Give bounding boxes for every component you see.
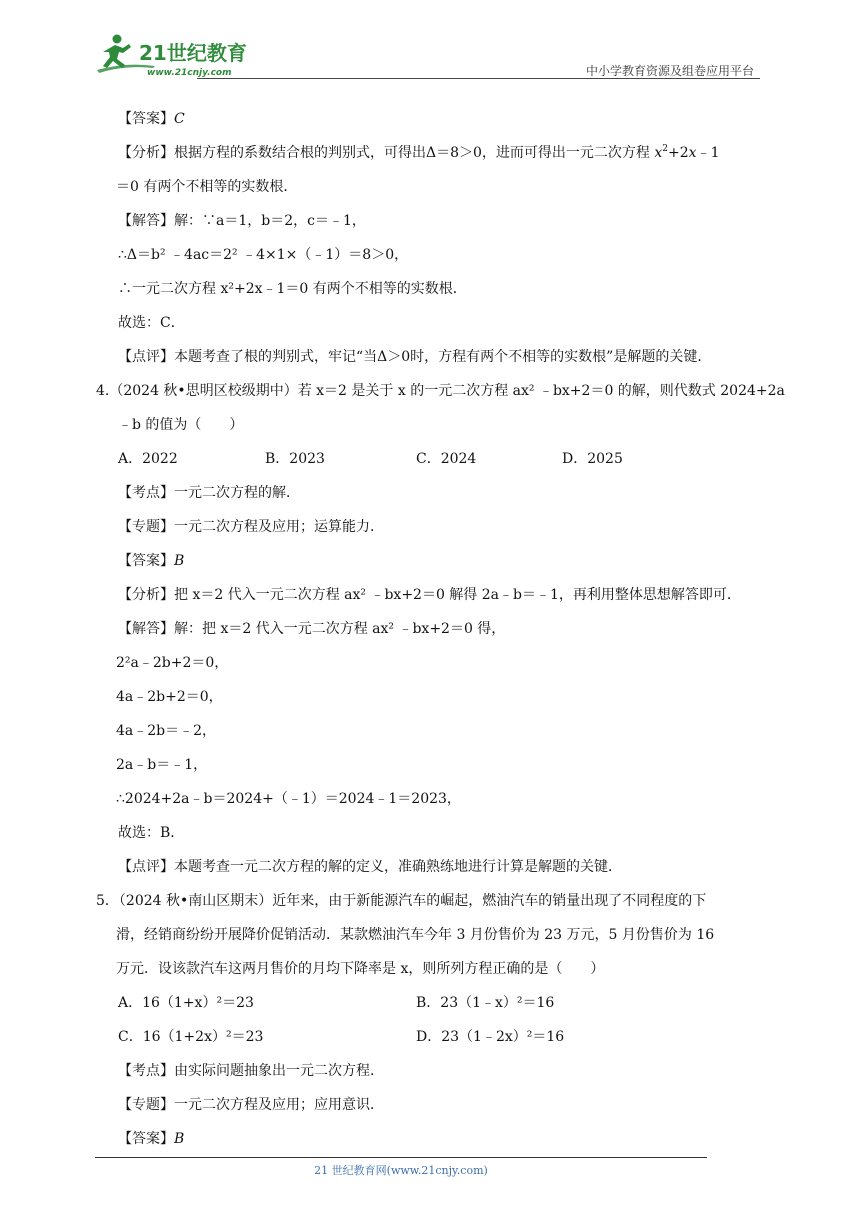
q4-solution-line: 故选：B．: [118, 825, 185, 841]
q5-option-b: B．23（1﹣x）²＝16: [416, 995, 555, 1011]
q4-option-c: C．2024: [416, 451, 477, 467]
q3-solution-line: ∴Δ＝b² ﹣4ac＝2² ﹣4×1×（﹣1）＝8＞0，: [118, 247, 409, 263]
q3-solution: 【解答】解：∵a＝1，b＝2，c＝﹣1，: [118, 213, 366, 229]
q5-zhuanti: 【专题】一元二次方程及应用；应用意识．: [118, 1097, 384, 1113]
header-slogan: 中小学教育资源及组卷应用平台: [585, 64, 754, 78]
q3-comment: 【点评】本题考查了根的判别式，牢记“当Δ＞0时，方程有两个不相等的实数根”是解题的关键．: [118, 349, 712, 365]
q5-option-c: C．16（1+2x）²＝23: [118, 1029, 264, 1045]
q4-solution: 【解答】解：把 x＝2 代入一元二次方程 ax² ﹣bx+2＝0 得，: [118, 621, 506, 637]
footer-site-link[interactable]: 21 世纪教育网(www.21cnjy.com): [314, 1164, 488, 1177]
q4-options: [118, 442, 766, 476]
header-divider: [197, 78, 760, 79]
q3-answer: 【答案】C: [118, 111, 185, 127]
q4-zhuanti: 【专题】一元二次方程及应用；运算能力．: [118, 519, 384, 535]
q4-stem: 4.（2024 秋•思明区校级期中）若 x＝2 是关于 x 的一元二次方程 ax² ﹣bx+2＝0 的解，则代数式 2024+2a: [96, 383, 785, 399]
q4-option-d: D．2025: [562, 451, 623, 467]
q5-options-row2: [118, 1020, 766, 1054]
q4-analysis: 【分析】把 x＝2 代入一元二次方程 ax² ﹣bx+2＝0 解得 2a﹣b＝﹣1，再利用整体思想解答即可．: [118, 587, 741, 603]
q5-option-a: A．16（1+x）²＝23: [118, 995, 254, 1011]
q4-solution-line: ∴2024+2a﹣b＝2024+（﹣1）＝2024﹣1＝2023，: [116, 791, 461, 807]
q4-option-b: B．2023: [265, 451, 325, 467]
q5-answer: 【答案】B: [118, 1131, 185, 1147]
q4-answer: 【答案】B: [118, 553, 185, 569]
svg-text:www.21cnjy.com: www.21cnjy.com: [147, 68, 232, 78]
q4-comment: 【点评】本题考查一元二次方程的解的定义，准确熟练地进行计算是解题的关键．: [118, 859, 622, 875]
q5-stem-cont: 万元．设该款汽车这两月售价的月均下降率是 x，则所列方程正确的是（ ）: [116, 961, 605, 977]
page-footer: [95, 1157, 707, 1178]
21cnjy-logo: [95, 32, 265, 78]
q5-kaodian: 【考点】由实际问题抽象出一元二次方程．: [118, 1063, 384, 1079]
q4-option-a: A．2022: [118, 451, 178, 467]
q4-solution-line: 2a﹣b＝﹣1，: [116, 757, 208, 773]
q4-kaodian: 【考点】一元二次方程的解．: [118, 485, 300, 501]
q3-analysis-cont: ＝0 有两个不相等的实数根．: [116, 179, 298, 195]
svg-text:21世纪教育: 21世纪教育: [139, 41, 247, 65]
document-body: [96, 102, 785, 1156]
q4-solution-line: 4a﹣2b＝﹣2，: [116, 723, 217, 739]
q3-analysis: 【分析】根据方程的系数结合根的判别式，可得出Δ＝8＞0，进而可得出一元二次方程 $x^2+2x﹣1$: [118, 144, 720, 161]
q3-solution-line: ∴一元二次方程 x²+2x﹣1＝0 有两个不相等的实数根．: [118, 281, 467, 297]
q4-solution-line: 4a﹣2b+2＝0，: [116, 689, 223, 705]
q4-stem-cont: ﹣b 的值为（ ）: [118, 417, 244, 433]
q5-options-row1: [118, 986, 766, 1020]
q5-option-d: D．23（1﹣2x）²＝16: [416, 1029, 565, 1045]
q5-stem-cont: 滑，经销商纷纷开展降价促销活动．某款燃油汽车今年 3 月份售价为 23 万元，5 月份售价为 16: [116, 927, 715, 943]
q3-solution-line: 故选：C．: [118, 315, 185, 331]
q4-solution-line: 2²a﹣2b+2＝0，: [116, 655, 229, 671]
footer-divider: [95, 1157, 707, 1158]
page-header: [95, 28, 760, 80]
q5-stem: 5．（2024 秋•南山区期末）近年来，由于新能源汽车的崛起，燃油汽车的销量出现了不同程度的下: [96, 893, 707, 909]
